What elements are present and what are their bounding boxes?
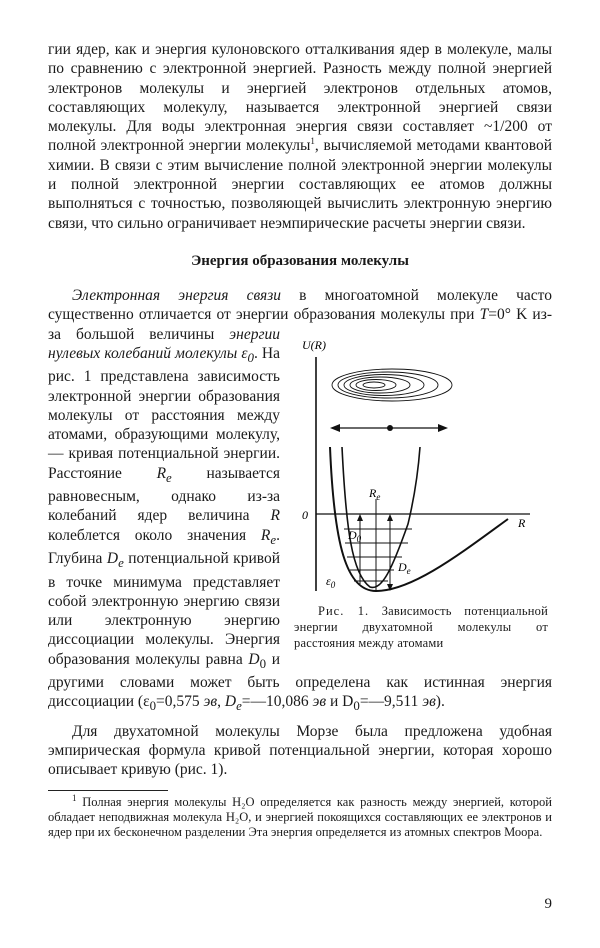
label-de: $D_e$ <box>398 559 411 576</box>
axis-label-r: R <box>518 515 526 530</box>
axis-label-zero: 0 <box>302 507 308 522</box>
footnote-divider <box>48 790 168 791</box>
axis-label-u: U(R) <box>302 337 326 352</box>
paragraph-morse: Для двухатомной молекулы Морзе была предложена удобная эмпирическая формула кривой потенциальной энергии, которая хорошо описывает кривую (рис. 1). <box>48 722 552 779</box>
section-heading: Энергия образования молекулы <box>191 252 409 269</box>
paragraph-formation: Электронная энергия связи в многоатомной молекуле часто существенно отличается от энергии образования молекулы при T=0° K из-за большой величины U(R) 0 R $R_e$ $D_0$ $D_e$ $\varepsilon_0$ Рис. 1. Зависимость потенциальной энергии двухатомной молекулы от расстояния между атомами энергии нулевых колебаний молекулы $\varepsilon_0$. На рис. 1 представлена зависимость электронной энергии образования молекулы от расстояния между атомами, образующими молекулу, — кривая потенциальной энергии. Расстояние $R_e$ называется равновесным, однако из-за колебаний ядер величина R колеблется около значения $R_e$. Глубина $D_e$ потенциальной кривой в точке минимума представляет собой электронную энергию связи или электронную энергию диссоциации молекулы. Энергия образования молекулы равна $D_0$ и другими словами может быть определена как истинная энергия диссоциации ($\varepsilon_0=0,575$ эв, $D_e=—10,086$ эв и $D_0=—9,511$ эв). <box>48 286 553 714</box>
label-eps0: $\varepsilon_0$ <box>326 573 336 590</box>
potential-energy-diagram <box>290 329 552 597</box>
footnote-ref[interactable]: 1 <box>310 136 315 147</box>
footnote: $^1$ Полная энергия молекулы H₂O определяется как разность между энергией, которой обладает неподвижная молекула H₂O, и энергией покоящихся составляющих ее электронов и ядер при их бесконечном разделении Эта энергия определяется из атомных спектров Моора. <box>48 792 552 839</box>
figure-caption: Рис. 1. Зависимость потенциальной энергии двухатомной молекулы от расстояния между атомами <box>294 603 548 650</box>
figure-1 <box>290 329 552 651</box>
label-re: $R_e$ <box>369 485 381 502</box>
label-d0: $D_0$ <box>348 527 362 544</box>
page-body <box>48 40 552 840</box>
paragraph-intro: гии ядер, как и энергия кулоновского отталкивания ядер в молекуле, малы по сравнению с электронной энергией. Разность между полной энергией электронов молекулы и энергией электронов отдельных атомов, составляющих молекулу, называется электронной энергией связи молекулы. Для воды электронная энергия связи составляет ~1/200 от полной электронной энергии молекулы$^1$, вычисляемой методами квантовой химии. В связи с этим вычисление полной электронной энергии молекулы и полной электронной энергии составляющих ее атомов должны выполняться с точностью, позволяющей вычислить электронную энергию связи, что сильно ограничивает неэмпирические расчеты энергии связи. <box>48 41 552 232</box>
page-number: 9 <box>544 896 552 912</box>
